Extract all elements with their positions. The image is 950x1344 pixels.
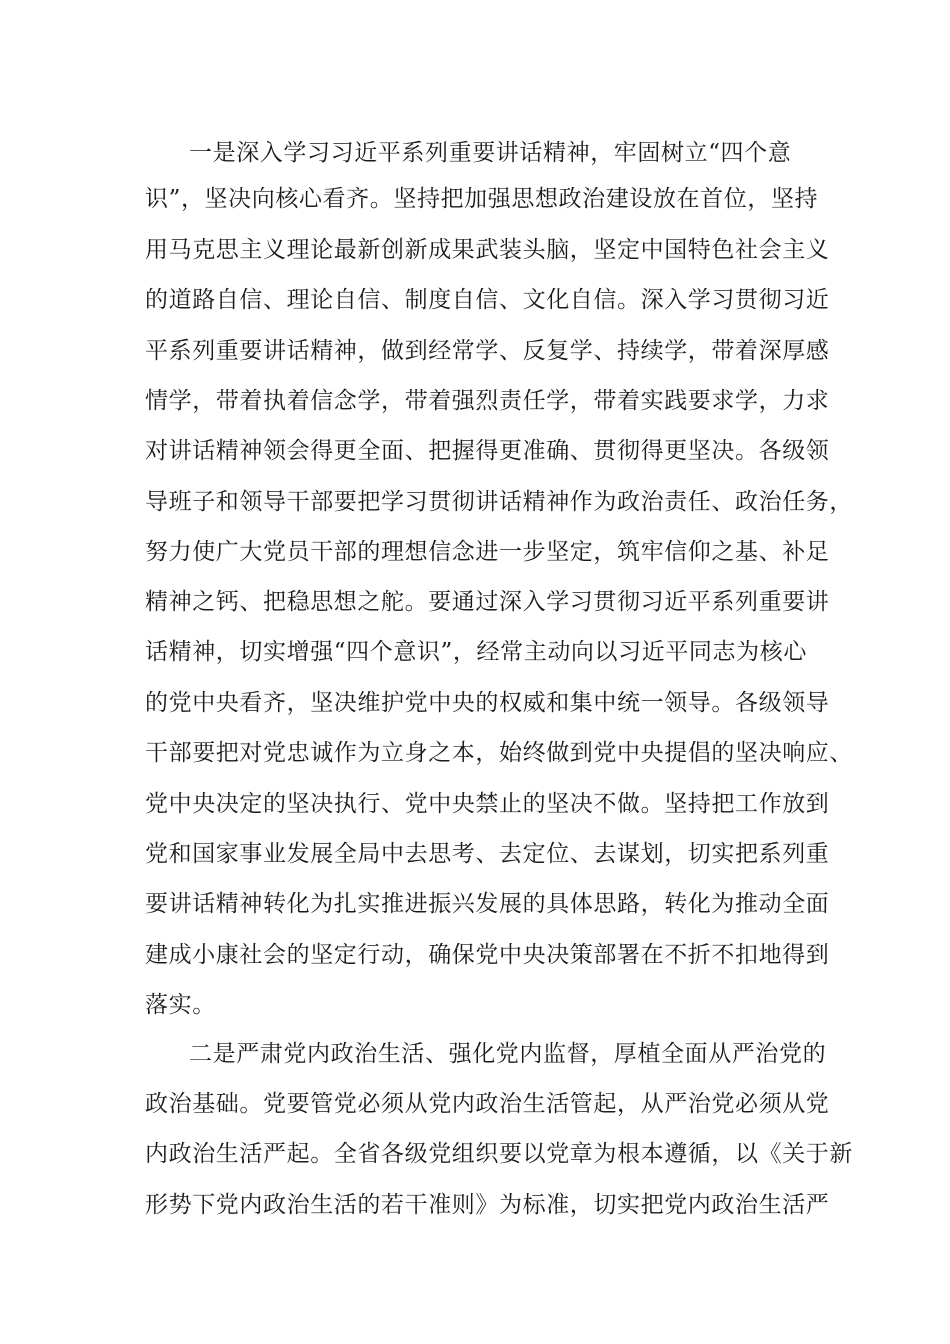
paragraph-1-line-4: 的道路自信、理论自信、制度自信、文化自信。深入学习贯彻习近 (145, 287, 830, 313)
paragraph-2-line-4: 形势下党内政治生活的若干准则》为标准，切实把党内政治生活严 (145, 1192, 830, 1218)
paragraph-1-line-16: 要讲话精神转化为扎实推进振兴发展的具体思路，转化为推动全面 (145, 891, 830, 917)
paragraph-1-line-8: 导班子和领导干部要把学习贯彻讲话精神作为政治责任、政治任务， (145, 489, 853, 515)
paragraph-1-line-5: 平系列重要讲话精神，做到经常学、反复学、持续学，带着深厚感 (145, 338, 830, 364)
paragraph-1-line-13: 干部要把对党忠诚作为立身之本，始终做到党中央提倡的坚决响应、 (145, 740, 853, 766)
paragraph-1-line-10: 精神之钙、把稳思想之舵。要通过深入学习贯彻习近平系列重要讲 (145, 589, 830, 615)
paragraph-1-line-7: 对讲话精神领会得更全面、把握得更准确、贯彻得更坚决。各级领 (145, 438, 830, 464)
paragraph-1-line-2: 识”，坚决向核心看齐。坚持把加强思想政治建设放在首位，坚持 (145, 186, 819, 212)
paragraph-1-line-9: 努力使广大党员干部的理想信念进一步坚定，筑牢信仰之基、补足 (145, 539, 830, 565)
paragraph-1-line-14: 党中央决定的坚决执行、党中央禁止的坚决不做。坚持把工作放到 (145, 791, 830, 817)
paragraph-1-line-6: 情学，带着执着信念学，带着强烈责任学，带着实践要求学，力求 (145, 388, 830, 414)
paragraph-2-line-1: 二是严肃党内政治生活、强化党内监督，厚植全面从严治党的 (189, 1041, 827, 1067)
paragraph-2-line-3: 内政治生活严起。全省各级党组织要以党章为根本遵循，以《关于新 (145, 1141, 853, 1167)
paragraph-1-line-15: 党和国家事业发展全局中去思考、去定位、去谋划，切实把系列重 (145, 841, 830, 867)
paragraph-1-line-17: 建成小康社会的坚定行动，确保党中央决策部署在不折不扣地得到 (145, 942, 830, 968)
paragraph-1-line-18: 落实。 (145, 992, 216, 1018)
paragraph-2-line-2: 政治基础。党要管党必须从党内政治生活管起，从严治党必须从党 (145, 1091, 830, 1117)
paragraph-1-line-12: 的党中央看齐，坚决维护党中央的权威和集中统一领导。各级领导 (145, 690, 830, 716)
paragraph-1-line-11: 话精神，切实增强“四个意识”，经常主动向以习近平同志为核心 (145, 639, 807, 665)
paragraph-1-line-3: 用马克思主义理论最新创新成果武装头脑，坚定中国特色社会主义 (145, 237, 830, 263)
paragraph-1-line-1: 一是深入学习习近平系列重要讲话精神，牢固树立“四个意 (189, 140, 792, 166)
